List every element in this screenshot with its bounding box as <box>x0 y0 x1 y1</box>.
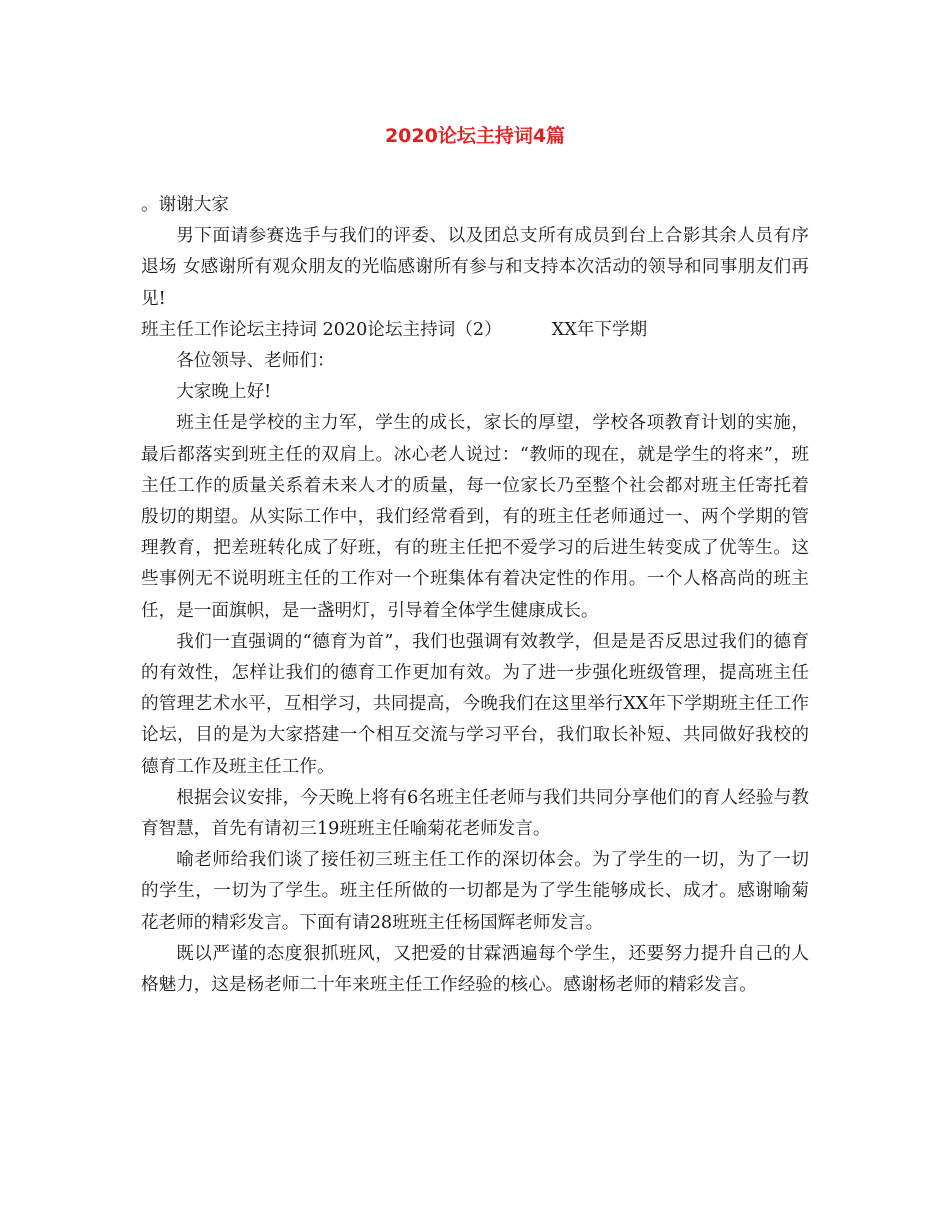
paragraph-closing-remarks: 男下面请参赛选手与我们的评委、以及团总支所有成员到台上合影其余人员有序退场 女感谢所有观众朋友的光临感谢所有参与和支持本次活动的领导和同事朋友们再见! <box>141 226 809 309</box>
paragraph-body-1: 班主任是学校的主力军，学生的成长，家长的厚望，学校各项教育计划的实施，最后都落实到班主任的双肩上。冰心老人说过：“教师的现在，就是学生的将来”，班主任工作的质量关系着未来人才的质量，每一位家长乃至整个社会都对班主任寄托着殷切的期望。从实际工作中，我们经常看到，有的班主任老师通过一、两个学期的管理教育，把差班转化成了好班，有的班主任把不爱学习的后进生转变成了优等生。这些事例无不说明班主任的工作对一个班集体有着决定性的作用。一个人格高尚的班主任，是一面旗帜，是一盏明灯，引导着全体学生健康成长。 <box>141 413 809 621</box>
section-heading-title: 班主任工作论坛主持词 2020论坛主持词（2） <box>141 319 502 340</box>
paragraph-body-2: 我们一直强调的“德育为首”，我们也强调有效教学，但是是否反思过我们的德育的有效性，怎样让我们的德育工作更加有效。为了进一步强化班级管理，提高班主任的管理艺术水平，互相学习，共同提高，今晚我们在这里举行XX年下学期班主任工作论坛，目的是为大家搭建一个相互交流与学习平台，我们取长补短、共同做好我校的德育工作及班主任工作。 <box>141 631 809 777</box>
section-heading <box>141 315 809 346</box>
document-body <box>141 190 809 1001</box>
paragraph-greeting: 大家晚上好! <box>176 382 272 403</box>
paragraph-salutation: 各位领导、老师们： <box>176 351 335 372</box>
paragraph-closing-thanks: 。谢谢大家 <box>141 195 229 215</box>
section-heading-term: XX年下学期 <box>551 319 648 340</box>
document-title: 2020论坛主持词4篇 <box>384 125 566 147</box>
paragraph-body-5: 既以严谨的态度狠抓班风，又把爱的甘霖洒遍每个学生，还要努力提升自己的人格魅力，这是杨老师二十年来班主任工作经验的核心。感谢杨老师的精彩发言。 <box>141 943 809 996</box>
paragraph-body-4: 喻老师给我们谈了接任初三班主任工作的深切体会。为了学生的一切，为了一切的学生，一切为了学生。班主任所做的一切都是为了学生能够成长、成才。感谢喻菊花老师的精彩发言。下面有请28班班主任杨国辉老师发言。 <box>141 850 809 933</box>
paragraph-body-3: 根据会议安排，今天晚上将有6名班主任老师与我们共同分享他们的育人经验与教育智慧，首先有请初三19班班主任喻菊花老师发言。 <box>141 787 809 840</box>
